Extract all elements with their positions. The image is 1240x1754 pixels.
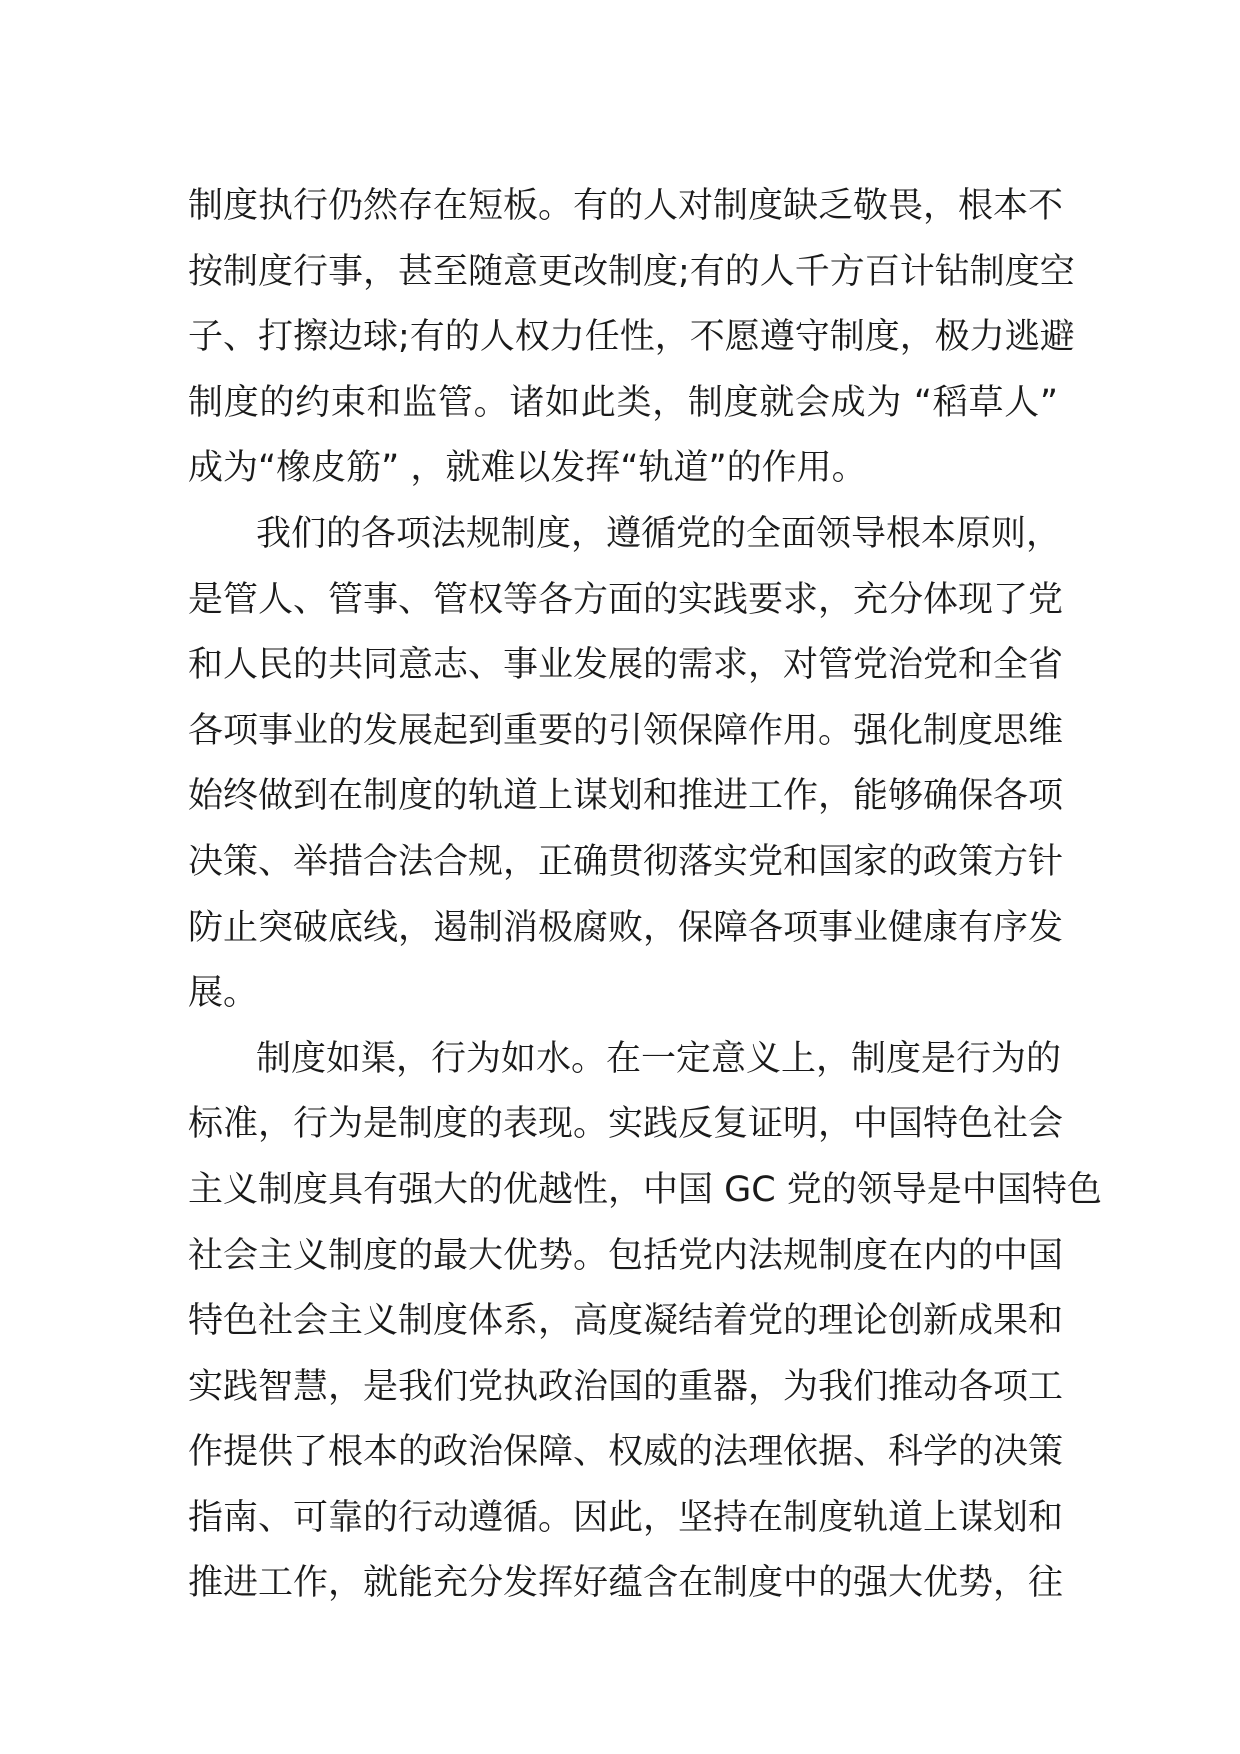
text-line: 子、打擦边球;有的人权力任性，不愿遵守制度，极力逃避 <box>188 317 1075 358</box>
text-line: 制度执行仍然存在短板。有的人对制度缺乏敬畏，根本不 <box>188 186 1064 226</box>
text-line: 防止突破底线，遏制消极腐败，保障各项事业健康有序发 <box>188 907 1064 948</box>
paragraph-3 <box>188 1027 1102 1617</box>
text-line: 作提供了根本的政治保障、权威的法理依据、科学的决策 <box>188 1432 1064 1473</box>
text-line: 特色社会主义制度体系，高度凝结着党的理论创新成果和 <box>188 1301 1064 1342</box>
text-line: 是管人、管事、管权等各方面的实践要求，充分体现了党 <box>188 579 1064 620</box>
text-line: 制度如渠，行为如水。在一定意义上，制度是行为的 <box>256 1038 1062 1079</box>
text-line: 成为“橡皮筋” ，就难以发挥“轨道”的作用。 <box>188 448 867 489</box>
text-line: 始终做到在制度的轨道上谋划和推进工作，能够确保各项 <box>188 776 1064 817</box>
text-line: 展。 <box>188 973 259 1014</box>
text-line: 和人民的共同意志、事业发展的需求，对管党治党和全省 <box>188 645 1064 686</box>
text-line: 标准，行为是制度的表现。实践反复证明，中国特色社会 <box>188 1104 1064 1145</box>
text-line: 指南、可靠的行动遵循。因此，坚持在制度轨道上谋划和 <box>188 1497 1064 1538</box>
text-line: 推进工作，就能充分发挥好蕴含在制度中的强大优势，往 <box>188 1563 1064 1604</box>
paragraph-2 <box>188 502 1064 1027</box>
text-line: 按制度行事，甚至随意更改制度;有的人千方百计钻制度空 <box>188 251 1075 292</box>
paragraph-1 <box>188 174 1075 502</box>
text-line: 各项事业的发展起到重要的引领保障作用。强化制度思维 <box>188 710 1064 751</box>
text-line: 制度的约束和监管。诸如此类，制度就会成为 “稻草人” <box>188 382 1058 423</box>
text-line: 主义制度具有强大的优越性，中国 GC 党的领导是中国特色 <box>188 1169 1102 1210</box>
text-line: 决策、举措合法合规，正确贯彻落实党和国家的政策方针 <box>188 841 1064 882</box>
document-body <box>188 174 1102 1617</box>
text-line: 我们的各项法规制度，遵循党的全面领导根本原则， <box>256 513 1062 554</box>
text-line: 社会主义制度的最大优势。包括党内法规制度在内的中国 <box>188 1235 1064 1276</box>
text-line: 实践智慧，是我们党执政治国的重器，为我们推动各项工 <box>188 1366 1064 1407</box>
